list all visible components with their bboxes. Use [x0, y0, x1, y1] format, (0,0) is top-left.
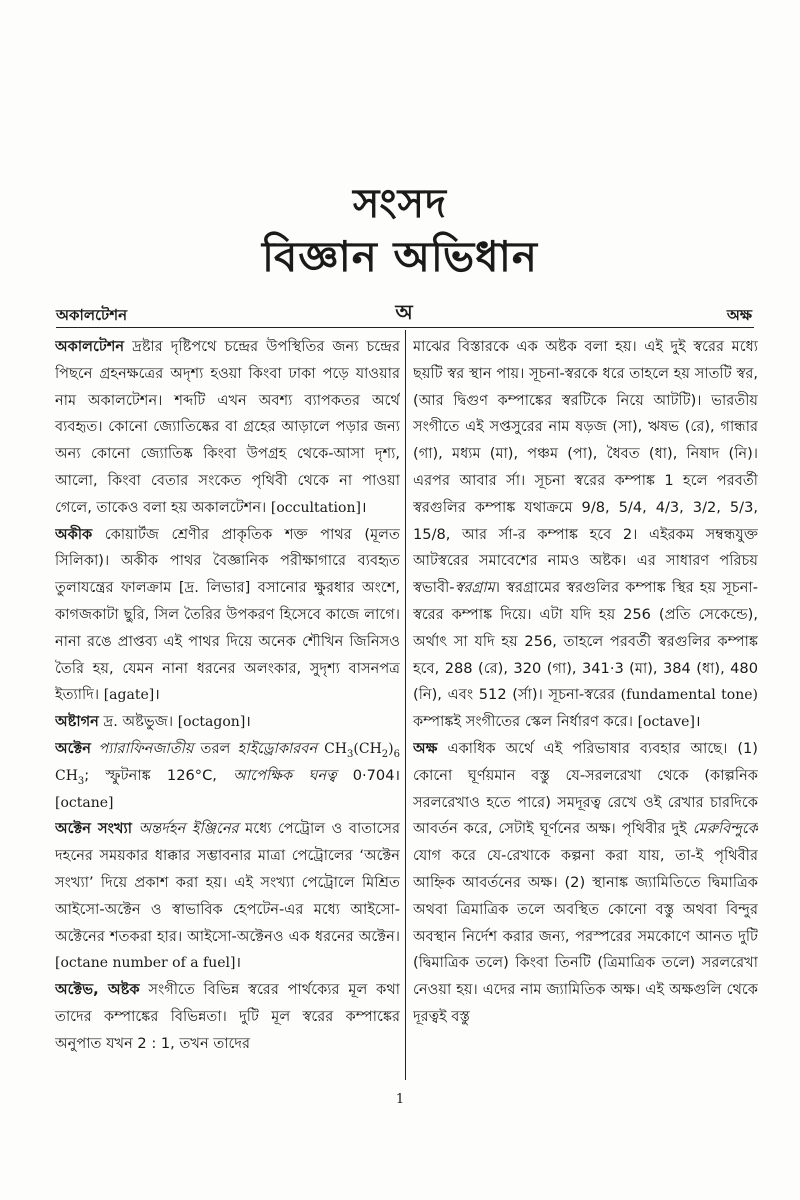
entry-end: ।: [154, 686, 160, 704]
running-header: [56, 298, 752, 324]
definition-text: সংগীতে বিভিন্ন স্বরের পার্থক্যের মূল কথা তাদের কম্পাঙ্কের বিভিন্নতা। দুটি মূল স্বরের কম্পাঙ্কের অনুপাত যখন 2 : 1, তখন তাদের: [55, 981, 400, 1052]
definition-text: মধ্যে পেট্রোল ও বাতাসের দহনের সময়কার ধাক্কার সম্ভাবনার মাত্রা পেট্রোলের ‘অক্টেন সংখ্যা’ দিয়ে প্রকাশ করা হয়। এই সংখ্যা পেট্রোলে মিশ্রিত আইসো-অক্টেন ও স্বাভাবিক হেপটেন-এর মধ্যে আইসো-অক্টেনের শতকরা হার। আইসো-অক্টেনও এক ধরনের অক্টেন।: [55, 820, 400, 945]
headword: অক্ষ: [413, 739, 438, 757]
entry-end: ।: [360, 498, 367, 516]
dictionary-entry: [55, 977, 400, 1057]
english-term: [octave]: [637, 714, 695, 731]
definition-text: মাঝের বিস্তারকে এক অষ্টক বলা হয়। এই দুই স্বরের মধ্যে ছয়টি স্বর স্থান পায়। সূচনা-স্বরকে ধরে তাহলে হয় সাতটি স্বর, (আর দ্বিগুণ কম্পাঙ্কের স্বরটিকে নিয়ে আটটি)। ভারতীয় সংগীতে এই সপ্তসুরের নাম ষড়জ (সা), ঋষভ (রে), গান্ধার (গা), মধ্যম (মা), পঞ্চম (পা), ধৈবত (ধা), নিষাদ (নি)। এরপর আবার র্সা। সূচনা স্বরের কম্পাঙ্ক 1 হলে পরবর্তী স্বরগুলির কম্পাঙ্ক যথাক্রমে 9/8, 5/4, 4/3, 3/2, 5/3, 15/8, আর র্সা-র কম্পাঙ্ক হবে 2। এইরকম সম্বন্ধযুক্ত আটস্বরের সমাবেশের নামও অষ্টক। এর সাধারণ পরিচয় স্বভাবী-: [413, 338, 758, 597]
headword: অষ্টাগন: [55, 713, 99, 731]
definition-text: কোয়ার্টজ শ্রেণীর প্রাকৃতিক শক্ত পাথর (মূলত সিলিকা)। অকীক পাথর বৈজ্ঞানিক পরীক্ষাগারে ব্যবহৃত তুলাযন্ত্রের ফালক্রাম [দ্র. লিভার] বসানোর ক্ষুরধার অংশে, কাগজকাটা ছুরি, সিল তৈরির উপকরণ হিসেবে কাজে লাগে। নানা রঙে প্রাপ্তব্য এই পাথর দিয়ে অনেক শৌখিন জিনিসও তৈরি হয়, যেমন নানা ধরনের অলংকার, সুদৃশ্য বাসনপত্র ইত্যাদি।: [55, 525, 400, 704]
book-title-line1: সংসদ: [352, 181, 448, 227]
english-term: [octane]: [55, 794, 114, 811]
english-term: [octagon]: [177, 714, 246, 731]
dictionary-entry: [55, 334, 400, 522]
definition-text: 0·704।: [336, 766, 400, 784]
english-term: [octane number of a fuel]: [55, 955, 236, 972]
definition-text: কম্পাঙ্কই সংগীতের স্কেল নির্ধারণ করে।: [413, 713, 638, 731]
headword: অক্টেভ, অষ্টক: [55, 981, 140, 999]
english-term: [occultation]: [270, 499, 361, 516]
headword: অক্টেন সংখ্যা: [55, 820, 132, 838]
english-term: [agate]: [103, 687, 155, 704]
italic-term: অন্তর্দহন ইঞ্জিনের: [131, 820, 239, 838]
definition-text: দ্র. অষ্টভুজ।: [98, 713, 178, 731]
dictionary-entry-continued: [413, 334, 758, 736]
entry-end: ।: [235, 954, 241, 972]
italic-term: আপেক্ষিক ঘনত্ব: [233, 766, 337, 784]
header-rule: [56, 327, 754, 328]
right-column: [413, 334, 758, 1086]
page-number: 1: [395, 1092, 405, 1107]
italic-term: প্যারাফিনজাতীয়: [98, 739, 194, 757]
dictionary-entry: [55, 522, 400, 710]
first-headword-guide: অকালটেশন: [56, 306, 128, 324]
definition-text: তরল: [193, 739, 238, 757]
definition-text: দ্রষ্টার দৃষ্টিপথে চন্দ্রের উপস্থিতির জন্য চন্দ্রের পিছনে গ্রহনক্ষত্রের অদৃশ্য হওয়া কিংবা ঢাকা পড়ে যাওয়ার নাম অকালটেশন। শব্দটি এখন অবশ্য ব্যাপকতর অর্থে ব্যবহৃত। কোনো জ্যোতিষ্কের বা গ্রহের আড়ালে পড়ার জন্য অন্য কোনো জ্যোতিষ্ক কিংবা উপগ্রহ থেকে-আসা দৃশ্য, আলো, কিংবা বেতার সংকেত পৃথিবী থেকে না পাওয়া গেলে, তাকেও বলা হয় অকালটেশন।: [55, 338, 400, 516]
dictionary-entry: [55, 736, 400, 816]
chemical-formula: $CH_3(CH_2)_6$ $CH_3$: [55, 740, 400, 787]
headword: অক্টেন: [55, 739, 92, 757]
definition-text: একাধিক অর্থে এই পরিভাষার ব্যবহার আছে। (1) কোনো ঘূর্ণয়মান বস্তু যে-সরলরেখা থেকে (কাল্পনিক সরলরেখাও হতে পারে) সমদূরত্ব রেখে ওই রেখার চারদিকে আবর্তন করে, সেটাই ঘূর্ণনের অক্ষ। পৃথিবীর দুই: [413, 739, 758, 838]
italic-term: হাইড্রোকারবন: [237, 739, 318, 757]
column-divider: [405, 330, 406, 1080]
definition-text: যোগ করে যে-রেখাকে কল্পনা করা যায়, তা-ই পৃথিবীর আহ্নিক আবর্তনের অক্ষ। (2) স্থানাঙ্ক জ্যামিতিতে দ্বিমাত্রিক অথবা ত্রিমাত্রিক তলে অবস্থিত কোনো বস্তু অথবা বিন্দুর অবস্থান নির্দেশ করার জন্য, পরস্পরের সমকোণে আনত দুটি (দ্বিমাত্রিক তলে) কিংবা তিনটি (ত্রিমাত্রিক তলে) সরলরেখা নেওয়া হয়। এদের নাম জ্যামিতিক অক্ষ। এই অক্ষগুলি থেকে দূরত্বই বস্তু: [413, 847, 758, 1025]
left-column: [55, 334, 400, 1086]
book-title-line2: বিজ্ঞান অভিধান: [262, 232, 538, 281]
definition-text: । স্বরগ্রামের স্বরগুলির কম্পাঙ্ক স্থির হয় সূচনা-স্বরের কম্পাঙ্ক দিয়ে। এটা যদি হয় 256 (প্রতি সেকেন্ডে), অর্থাৎ সা যদি হয় 256, তাহলে পরবর্তী স্বরগুলির কম্পাঙ্ক হবে, 288 (রে), 320 (গা), 341·3 (মা), 384 (ধা), 480 (নি), এবং 512 (র্সা)। সূচনা-স্বরের: [413, 579, 758, 704]
entry-end: ।: [245, 713, 251, 731]
headword: অকীক: [55, 525, 93, 543]
last-headword-guide: অক্ষ: [726, 306, 752, 324]
dictionary-entry: [55, 709, 400, 736]
dictionary-entry: [413, 736, 758, 1031]
dictionary-entry: [55, 816, 400, 977]
entry-end: ।: [694, 713, 701, 731]
section-letter: অ: [395, 300, 413, 324]
definition-text: ; স্ফুটনাঙ্ক 126°C,: [84, 766, 234, 784]
english-term: (fundamental tone): [620, 687, 758, 704]
italic-term: মেরুবিন্দুকে: [692, 820, 758, 838]
italic-term: স্বরগ্রাম: [454, 579, 495, 597]
headword: অকালটেশন: [55, 338, 125, 355]
